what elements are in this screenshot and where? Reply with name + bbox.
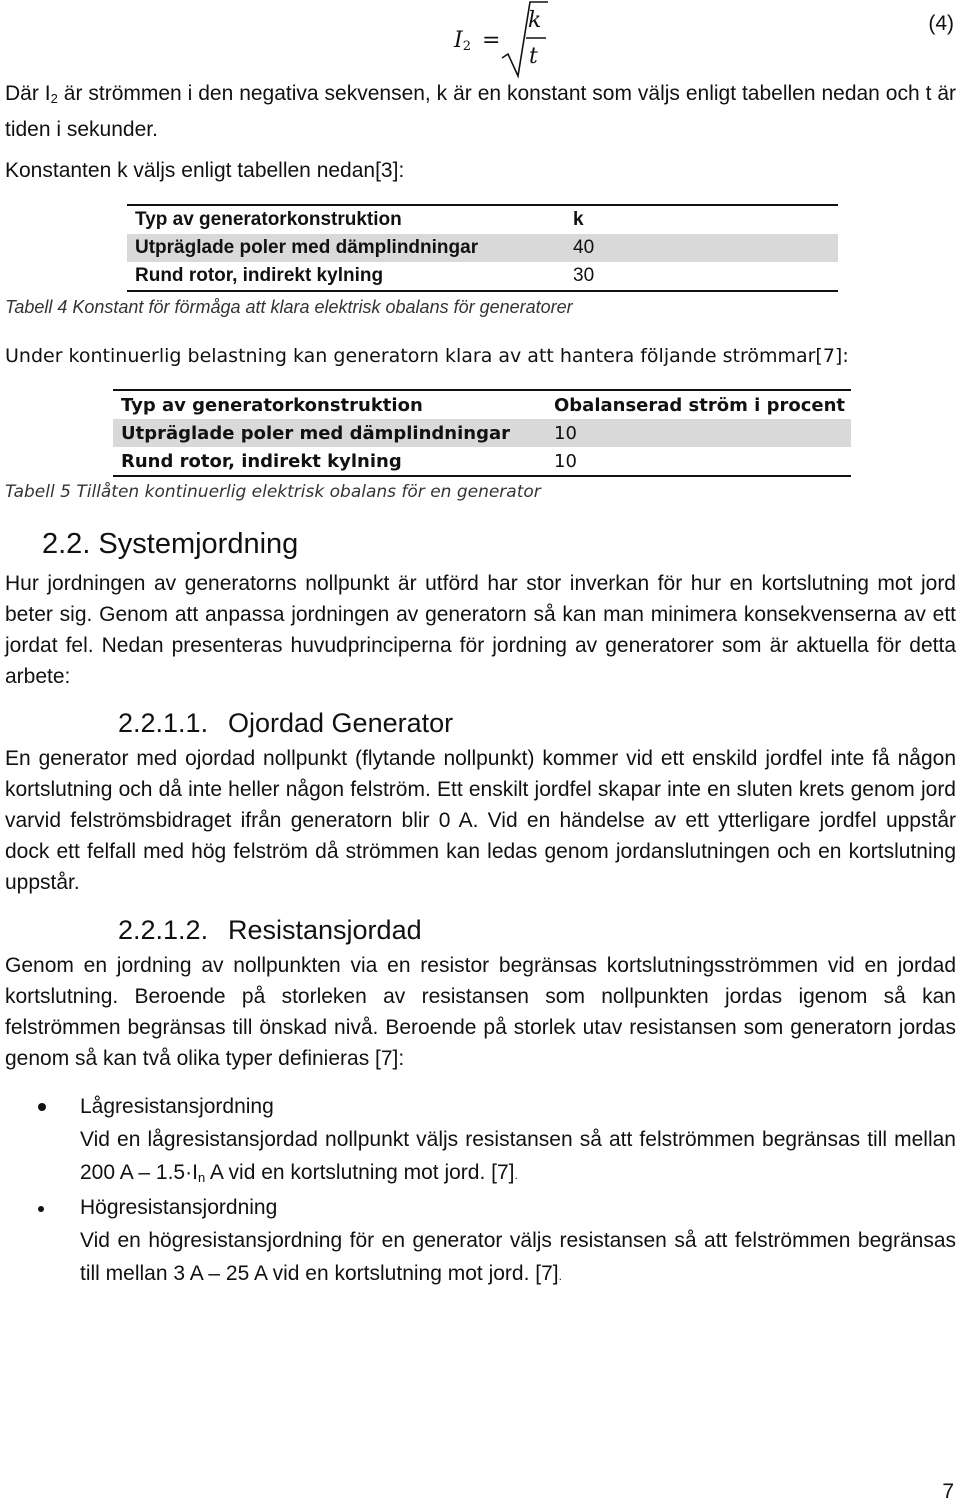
subsection-body: Genom en jordning av nollpunkten via en resistor begränsas kortslutningsströmmen vid en jordad kortslutning. Beroende på storleken av resistansen som nollpunkten jordas igenom så kan felströmmen begränsas till önskad nivå. Beroende på storlek utav resistansen som generatorn jordas genom så kan två olika typer definieras [7]:	[5, 954, 956, 1070]
table-row	[113, 447, 851, 476]
subsection-heading	[118, 915, 422, 946]
table-row	[113, 419, 851, 447]
intro-paragraph-2: Konstanten k väljs enligt tabellen nedan[3]:	[5, 159, 405, 182]
equation-number: (4)	[928, 12, 954, 35]
formula-denominator: t	[529, 44, 538, 69]
section-body: Hur jordningen av generatorns nollpunkt är utförd har stor inverkan för hur en kortslutning mot jord beter sig. Genom att anpassa jordningen av generatorn så kan man minimera konsekvenserna av ett jordat fel. Nedan presenteras huvudprinciperna för jordning av generatorer som är aktuella för detta arbete:	[5, 572, 956, 688]
subsection-number: 2.2.1.2.	[118, 915, 209, 945]
subsection-heading	[118, 708, 453, 739]
table-header-row	[113, 390, 851, 419]
table-5	[113, 389, 851, 477]
bullet-icon	[38, 1103, 46, 1111]
formula-lhs: $I_2$	[454, 28, 471, 54]
table-5-caption: Tabell 5 Tillåten kontinuerlig elektrisk obalans för en generator	[5, 482, 541, 502]
list-item-text: Vid en lågresistansjordad nollpunkt väljs resistansen så att felströmmen begränsas till mellan 200 $A - 1.5\cdot I_n$ A vid en kortslutning mot jord. [7].	[80, 1128, 956, 1185]
table-cell: Rund rotor, indirekt kylning	[121, 450, 402, 472]
bullet-icon	[38, 1206, 44, 1212]
section-heading: 2.2. Systemjordning	[42, 528, 299, 560]
page-number: 7	[942, 1480, 954, 1503]
formula-numerator: k	[528, 8, 542, 33]
table-row	[127, 234, 838, 262]
table-header-cell: k	[573, 209, 584, 230]
table-4	[127, 204, 838, 292]
list-item-title: Högresistansjordning	[80, 1196, 278, 1219]
table-cell: 30	[573, 265, 595, 286]
intro-paragraph: Där $I_2$ är strömmen i den negativa sekvensen, k är en konstant som väljs enligt tabellen nedan och t är tiden i sekunder.	[5, 82, 957, 141]
table-cell: Utpräglade poler med dämplindningar	[113, 419, 546, 447]
table-header-row	[127, 205, 838, 234]
subsection-title: Resistansjordad	[228, 915, 422, 945]
subsection-title: Ojordad Generator	[228, 708, 454, 738]
table-cell: 10	[554, 450, 577, 472]
continuous-load-paragraph: Under kontinuerlig belastning kan generatorn klara av att hantera följande strömmar[7]:	[5, 345, 849, 367]
list-item-title: Lågresistansjordning	[80, 1095, 274, 1118]
subsection-body: En generator med ojordad nollpunkt (flytande nollpunkt) kommer vid ett enskild jordfel inte få någon kortslutning och då inte heller någon felström. Ett enskilt jordfel skapar inte en sluten krets genom jord varvid felströmsbidraget ifrån generatorn blir 0 A. Vid en händelse av ett ytterligare jordfel uppstår dock ett felfall med hög felström då strömmen kan ledas genom jordanslutningen och en kortslutning uppstår.	[5, 747, 956, 894]
table-header-cell: Typ av generatorkonstruktion	[121, 394, 423, 416]
formula	[452, 0, 552, 80]
table-cell: 40	[565, 234, 838, 262]
table-header-cell: Typ av generatorkonstruktion	[135, 209, 402, 230]
table-row	[127, 262, 838, 291]
list-item-text: Vid en högresistansjordning för en generator väljs resistansen så att felströmmen begränsas till mellan 3 A – 25 A vid en kortslutning mot jord. [7].	[80, 1229, 956, 1285]
subsection-number: 2.2.1.1.	[118, 708, 209, 738]
table-cell: Rund rotor, indirekt kylning	[135, 265, 384, 286]
table-4-caption: Tabell 4 Konstant för förmåga att klara elektrisk obalans för generatorer	[5, 297, 573, 317]
list-item	[80, 1090, 956, 1194]
table-header-cell: Obalanserad ström i procent	[554, 394, 846, 416]
formula-equals: =	[482, 28, 501, 53]
list-item	[80, 1191, 956, 1293]
sqrt-symbol	[500, 0, 550, 80]
table-cell: Utpräglade poler med dämplindningar	[127, 234, 565, 262]
table-cell: 10	[546, 419, 851, 447]
